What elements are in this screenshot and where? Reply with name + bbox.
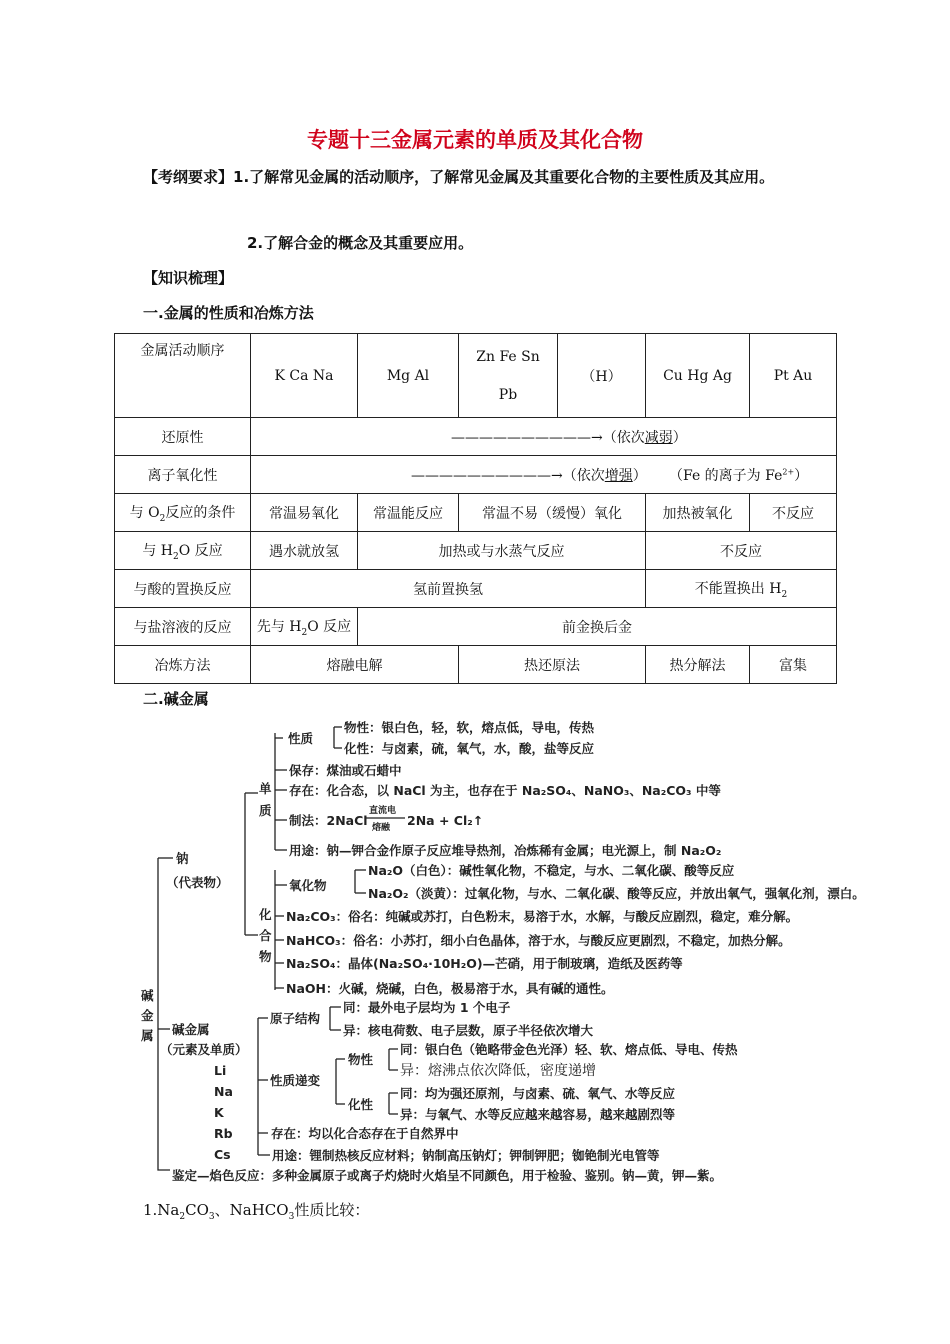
emph: 增强 — [604, 467, 633, 484]
section1-heading: 一.金属的性质和冶炼方法 — [143, 304, 314, 322]
node-na2o2: Na₂O₂（淡黄）：过氧化物，与水、二氧化碳、酸等反应，并放出氧气，强氧化剂，漂白。 — [368, 886, 865, 901]
arrow: ——————————→ — [411, 467, 563, 484]
node-properties: 性质 — [288, 731, 314, 746]
row-label: 冶炼方法 — [115, 646, 251, 684]
node-root-2: 金 — [141, 1008, 154, 1023]
table-cell: 常温不易（缓慢）氧化 — [459, 494, 646, 532]
row-label: 金属活动顺序 — [115, 334, 251, 418]
node-nahco3: NaHCO₃：俗名：小苏打，细小白色晶体，溶于水，与酸反应更剧烈，不稳定，加热分解。 — [286, 933, 791, 948]
node-chem-same: 同：均为强还原剂，与卤素、硫、氧气、水等反应 — [400, 1086, 676, 1101]
text-sub: 3 — [288, 1212, 295, 1222]
node-alkali-group: 碱金属 — [172, 1022, 210, 1037]
node-oxides: 氧化物 — [289, 878, 327, 893]
table-cell: 常温易氧化 — [251, 494, 358, 532]
row-label: 还原性 — [115, 418, 251, 456]
node-na2o: Na₂O（白色）：碱性氧化物，不稳定，与水、二氧化碳、酸等反应 — [368, 863, 735, 878]
note-close: ） — [632, 467, 647, 484]
section2-heading: 二.碱金属 — [143, 690, 209, 708]
text-part: 1.Na — [143, 1201, 180, 1219]
note: （依次 — [562, 467, 605, 484]
text-part: 、NaHCO — [214, 1201, 289, 1219]
node-na2so4: Na₂SO₄：晶体(Na₂SO₄·10H₂O)—芒硝，用于制玻璃，造纸及医药等 — [286, 956, 683, 971]
cell-sub: 2 — [301, 627, 308, 638]
knowledge-label: 【知识梳理】 — [143, 269, 234, 287]
cell-part: 不能置换出 H — [694, 580, 782, 597]
label-part: 与 O — [129, 504, 160, 521]
element-cs: Cs — [214, 1147, 231, 1162]
na2co3-nahco3-heading — [143, 1199, 369, 1222]
table-cell: Cu Hg Ag — [646, 334, 750, 418]
row-label: 与酸的置换反应 — [115, 570, 251, 608]
node-use: 用途：钠—钾合金作原子反应堆导热剂，冶炼稀有金属；电光源上，制 Na₂O₂ — [289, 843, 722, 858]
table-cell: 加热被氧化 — [646, 494, 750, 532]
fe-charge: 2+ — [782, 466, 795, 476]
node-elemental-1: 单 — [259, 781, 272, 796]
requirement-2: 2.了解合金的概念及其重要应用。 — [247, 234, 474, 252]
node-uses: 用途：锂制热核反应材料；钠制高压钠灯；钾制钾肥；铷铯制光电管等 — [272, 1148, 660, 1163]
node-existence: 存在：化合态，以 NaCl 为主，也存在于 Na₂SO₄、NaNO₃、Na₂CO₃ 中等 — [289, 783, 721, 798]
node-phys-same: 同：银白色（铯略带金色光泽）轻、软、熔点低、导电、传热 — [400, 1042, 738, 1057]
table-cell: 富集 — [750, 646, 837, 684]
table-cell: 热分解法 — [646, 646, 750, 684]
cell-line: Zn Fe Sn — [476, 348, 540, 365]
text-sub: 2 — [179, 1212, 186, 1222]
table-cell: 不反应 — [646, 532, 837, 570]
row-label: 与盐溶液的反应 — [115, 608, 251, 646]
table-cell: （H） — [558, 334, 646, 418]
requirement-1: 1.了解常见金属的活动顺序，了解常见金属及其重要化合物的主要性质及其应用。 — [233, 168, 775, 186]
node-phys-diff: 异：熔沸点依次降低，密度递增 — [400, 1063, 596, 1079]
node-chem-diff: 异：与氧气、水等反应越来越容易，越来越剧烈等 — [400, 1107, 676, 1122]
node-prep-bottom: 熔融 — [372, 823, 391, 833]
node-trend: 性质递变 — [270, 1073, 321, 1088]
node-root-1: 碱 — [141, 988, 154, 1003]
text-part: CO — [185, 1201, 209, 1219]
node-naoh: NaOH：火碱，烧碱，白色，极易溶于水，具有碱的通性。 — [286, 981, 614, 996]
fe-close: ） — [794, 467, 809, 484]
node-exist: 存在：均以化合态存在于自然界中 — [271, 1126, 459, 1141]
table-cell: 常温能反应 — [358, 494, 459, 532]
text-sub: 3 — [208, 1212, 215, 1222]
fe-note: （Fe 的离子为 Fe — [669, 467, 783, 484]
label-sub: 2 — [159, 513, 166, 524]
node-sodium-rep: （代表物） — [166, 875, 229, 890]
note-close: ） — [672, 429, 687, 446]
page-title: 专题十三金属元素的单质及其化合物 — [307, 128, 643, 152]
emph: 减弱 — [644, 429, 673, 446]
arrow: ——————————→ — [451, 429, 603, 446]
cell-sub: 2 — [781, 589, 788, 600]
table-cell: 热还原法 — [459, 646, 646, 684]
cell-part: 先与 H — [256, 618, 302, 635]
node-elemental-2: 质 — [259, 803, 272, 818]
node-compound-1: 化 — [259, 907, 272, 922]
table-cell: Pt Au — [750, 334, 837, 418]
node-prep-post: 2Na + Cl₂↑ — [407, 813, 484, 828]
node-na2co3: Na₂CO₃：俗名：纯碱或苏打，白色粉末，易溶于水，水解，与酸反应剧烈，稳定，难分解。 — [286, 909, 799, 924]
text-part: 性质比较： — [294, 1201, 370, 1219]
node-flame: 鉴定—焰色反应：多种金属原子或离子灼烧时火焰呈不同颜色，用于检验、鉴别。钠—黄，钾—紫。 — [172, 1168, 723, 1183]
node-compound-2: 合 — [259, 928, 272, 943]
label-part: 反应的条件 — [165, 504, 236, 521]
node-phys: 物性 — [348, 1052, 374, 1067]
node-root-3: 属 — [141, 1028, 154, 1043]
element-li: Li — [214, 1063, 227, 1078]
node-storage: 保存：煤油或石蜡中 — [289, 763, 402, 778]
table-cell: 前金换后金 — [358, 608, 837, 646]
table-cell: 遇水就放氢 — [251, 532, 358, 570]
node-chemical: 化性：与卤素，硫，氧气，水，酸，盐等反应 — [344, 741, 595, 756]
label-part: O 反应 — [178, 542, 223, 559]
table-cell: 氢前置换氢 — [251, 570, 646, 608]
node-atomic: 原子结构 — [270, 1011, 321, 1026]
table-cell: K Ca Na — [251, 334, 358, 418]
table-cell: 熔融电解 — [251, 646, 459, 684]
row-label: 离子氧化性 — [115, 456, 251, 494]
element-na: Na — [214, 1084, 233, 1099]
label-part: 与 H — [142, 542, 173, 559]
element-rb: Rb — [214, 1126, 233, 1141]
label-sub: 2 — [173, 551, 179, 562]
node-sodium: 钠 — [176, 851, 189, 866]
node-alkali-group-sub: （元素及单质） — [160, 1042, 248, 1057]
node-chem: 化性 — [348, 1097, 374, 1112]
node-prep: 制法：2NaCl — [289, 813, 368, 828]
table-cell: 不反应 — [750, 494, 837, 532]
diagram-labels — [140, 720, 865, 1183]
node-prep-top: 直流电 — [369, 806, 397, 816]
requirements-label: 【考纲要求】 — [143, 168, 234, 186]
cell-line: Pb — [498, 386, 518, 403]
table-cell: 加热或与水蒸气反应 — [358, 532, 646, 570]
node-physical: 物性：银白色，轻，软，熔点低，导电，传热 — [344, 720, 595, 735]
cell-part: O 反应 — [307, 618, 352, 635]
node-atomic-same: 同：最外电子层均为 1 个电子 — [343, 1000, 511, 1015]
node-compound-3: 物 — [259, 949, 272, 964]
node-atomic-diff: 异：核电荷数、电子层数，原子半径依次增大 — [343, 1023, 594, 1038]
note: （依次 — [602, 429, 645, 446]
table-cell: Mg Al — [358, 334, 459, 418]
element-k: K — [214, 1105, 224, 1120]
